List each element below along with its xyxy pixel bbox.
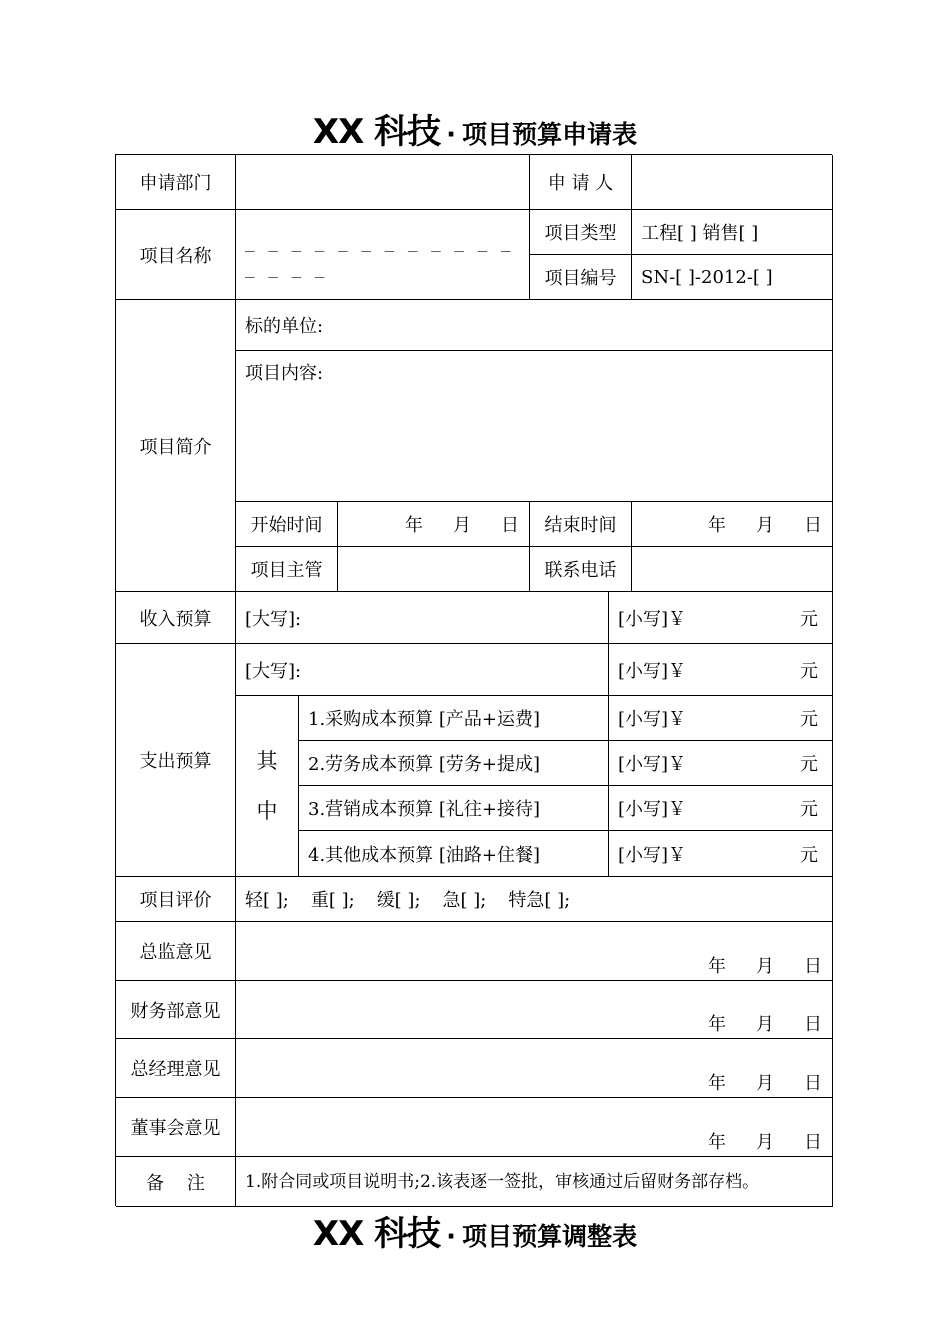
- expense-yuan: 元: [800, 660, 818, 682]
- board-day: 日: [804, 1132, 822, 1153]
- expense-item-4-amount[interactable]: [609, 831, 833, 877]
- expense-label: 支出预算: [116, 644, 236, 877]
- board-opinion-field[interactable]: [236, 1098, 833, 1157]
- finance-day: 日: [804, 1014, 822, 1035]
- director-sign-date: [678, 952, 822, 978]
- item-3-xiaoxie: [小写]￥: [618, 799, 687, 820]
- expense-item-3: 3.营销成本预算 [礼往+接待]: [299, 786, 609, 831]
- remark-label: 备 注: [116, 1157, 236, 1207]
- intro-label: 项目简介: [116, 300, 236, 592]
- manager-label: 项目主管: [236, 547, 338, 592]
- project-no-label: 项目编号: [530, 255, 632, 300]
- title-brand: XX 科技: [312, 112, 441, 152]
- title2-dot: ·: [446, 1222, 457, 1252]
- qi-char: 其: [256, 749, 278, 773]
- end-month: 月: [756, 515, 774, 536]
- end-label: 结束时间: [530, 502, 632, 547]
- expense-item-4: 4.其他成本预算 [油路+住餐]: [299, 831, 609, 877]
- eval-slow[interactable]: 缓[ ];: [376, 890, 421, 911]
- phone-field[interactable]: [632, 547, 833, 592]
- board-opinion-label: 董事会意见: [116, 1098, 236, 1157]
- gm-year: 年: [708, 1073, 726, 1094]
- finance-month: 月: [756, 1014, 774, 1035]
- expense-xiaoxie-label: [小写]￥: [618, 660, 687, 682]
- item-4-yuan: 元: [800, 844, 818, 866]
- eval-label: 项目评价: [116, 877, 236, 922]
- director-opinion-field[interactable]: [236, 922, 833, 981]
- project-name-field[interactable]: [236, 210, 530, 300]
- finance-opinion-label: 财务部意见: [116, 981, 236, 1039]
- target-unit-field[interactable]: [236, 300, 833, 351]
- title2-brand: XX 科技: [312, 1214, 441, 1254]
- target-unit-label: 标的单位:: [245, 316, 324, 337]
- finance-opinion-field[interactable]: [236, 981, 833, 1039]
- end-day: 日: [804, 515, 822, 536]
- gm-day: 日: [804, 1073, 822, 1094]
- item-2-xiaoxie: [小写]￥: [618, 754, 687, 775]
- finance-sign-date: [678, 1010, 822, 1036]
- budget-form-table: [115, 154, 832, 1206]
- income-daxie-field[interactable]: [大写]:: [236, 592, 609, 644]
- content-label: 项目内容:: [245, 363, 324, 384]
- expense-item-1: 1.采购成本预算 [产品+运费]: [299, 696, 609, 741]
- item-4-xiaoxie: [小写]￥: [618, 844, 687, 866]
- income-xiaoxie-field[interactable]: [609, 592, 833, 644]
- item-3-yuan: 元: [800, 799, 818, 820]
- end-year: 年: [708, 515, 726, 536]
- gm-opinion-field[interactable]: [236, 1039, 833, 1098]
- title-dot: ·: [446, 120, 457, 150]
- director-month: 月: [756, 956, 774, 977]
- project-type-label: 项目类型: [530, 210, 632, 255]
- board-year: 年: [708, 1132, 726, 1153]
- eval-options[interactable]: [236, 877, 833, 922]
- director-day: 日: [804, 956, 822, 977]
- finance-year: 年: [708, 1014, 726, 1035]
- expense-item-3-amount[interactable]: [609, 786, 833, 831]
- expense-item-1-amount[interactable]: [609, 696, 833, 741]
- applicant-label: 申 请 人: [530, 155, 632, 210]
- expense-xiaoxie-field[interactable]: [609, 644, 833, 696]
- start-date-field[interactable]: [338, 502, 530, 547]
- expense-item-2-amount[interactable]: [609, 741, 833, 786]
- zhong-char: 中: [256, 799, 278, 823]
- income-label: 收入预算: [116, 592, 236, 644]
- income-yuan: 元: [800, 608, 818, 630]
- board-sign-date: [678, 1128, 822, 1154]
- start-month: 月: [453, 515, 471, 536]
- eval-critical[interactable]: 特急[ ];: [508, 890, 571, 911]
- director-year: 年: [708, 956, 726, 977]
- phone-label: 联系电话: [530, 547, 632, 592]
- eval-light[interactable]: 轻[ ];: [245, 890, 289, 911]
- director-opinion-label: 总监意见: [116, 922, 236, 981]
- manager-field[interactable]: [338, 547, 530, 592]
- item-2-yuan: 元: [800, 754, 818, 775]
- content-field[interactable]: [236, 351, 833, 502]
- start-year: 年: [405, 515, 423, 536]
- form-title: [0, 110, 950, 154]
- gm-sign-date: [678, 1069, 822, 1095]
- item-1-yuan: 元: [800, 709, 818, 730]
- title-name: 项目预算申请表: [462, 120, 638, 149]
- income-xiaoxie-label: [小写]￥: [618, 608, 687, 630]
- end-date-field[interactable]: [632, 502, 833, 547]
- project-no-field[interactable]: SN-[ ]-2012-[ ]: [632, 255, 833, 300]
- expense-item-2: 2.劳务成本预算 [劳务+提成]: [299, 741, 609, 786]
- item-1-xiaoxie: [小写]￥: [618, 709, 687, 730]
- next-form-title: [0, 1212, 950, 1256]
- applicant-field[interactable]: [632, 155, 833, 210]
- start-label: 开始时间: [236, 502, 338, 547]
- title2-name: 项目预算调整表: [462, 1222, 638, 1251]
- dept-field[interactable]: [236, 155, 530, 210]
- eval-heavy[interactable]: 重[ ];: [310, 890, 355, 911]
- project-name-label: 项目名称: [116, 210, 236, 300]
- eval-urgent[interactable]: 急[ ];: [442, 890, 487, 911]
- gm-opinion-label: 总经理意见: [116, 1039, 236, 1098]
- start-day: 日: [501, 515, 519, 536]
- dept-label: 申请部门: [116, 155, 236, 210]
- board-month: 月: [756, 1132, 774, 1153]
- qizhong-label: [236, 696, 299, 877]
- project-name-dashes: _ _ _ _ _ _ _ _ _ _ _ _ _ _ _ _: [245, 233, 513, 278]
- project-type-field[interactable]: 工程[ ] 销售[ ]: [632, 210, 833, 255]
- gm-month: 月: [756, 1073, 774, 1094]
- expense-daxie-field[interactable]: [大写]:: [236, 644, 609, 696]
- remark-text: 1.附合同或项目说明书;2.该表逐一签批，审核通过后留财务部存档。: [236, 1157, 833, 1207]
